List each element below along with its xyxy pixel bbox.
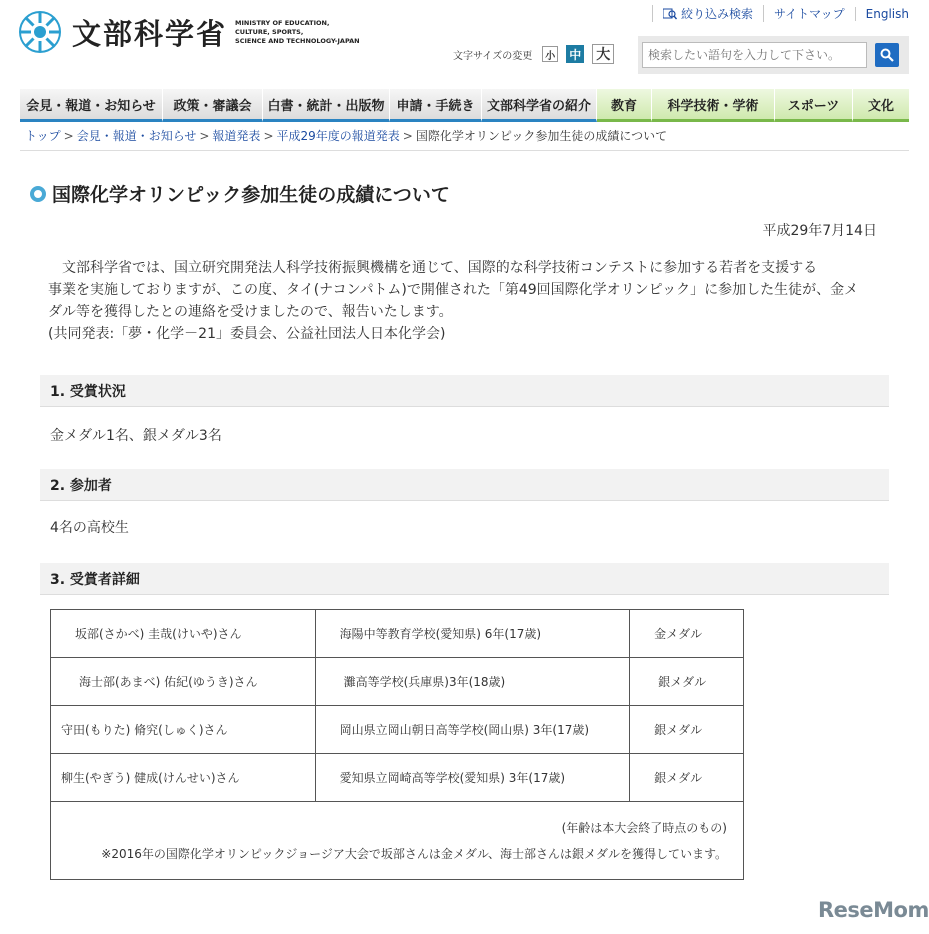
winner-name: 守田(もりた) 脩究(しゅく)さん <box>51 706 316 754</box>
search-small-icon <box>663 8 677 20</box>
nav-item-press[interactable]: 会見・報道・お知らせ <box>20 89 163 122</box>
winner-name: 海士部(あまべ) 佑紀(ゆうき)さん <box>51 658 316 706</box>
global-nav <box>20 89 909 122</box>
winner-medal: 銀メダル <box>630 706 744 754</box>
winner-school: 岡山県立岡山朝日高等学校(岡山県) 3年(17歳) <box>315 706 630 754</box>
font-size-large-button[interactable]: 大 <box>592 44 614 64</box>
winner-school: 海陽中等教育学校(愛知県) 6年(17歳) <box>315 610 630 658</box>
search-button[interactable] <box>875 43 899 67</box>
nav-item-sports[interactable]: スポーツ <box>775 89 853 122</box>
winner-medal: 銀メダル <box>630 658 744 706</box>
resemom-watermark: ReseMom <box>818 898 929 922</box>
section-text-participants: 4名の高校生 <box>50 520 129 536</box>
winner-school: 愛知県立岡崎高等学校(愛知県) 3年(17歳) <box>315 754 630 802</box>
table-row <box>51 706 744 754</box>
table-row <box>51 754 744 802</box>
nav-item-about[interactable]: 文部科学省の紹介 <box>482 89 597 122</box>
breadcrumb-current: 国際化学オリンピック参加生徒の成績について <box>415 129 668 143</box>
nav-item-culture[interactable]: 文化 <box>853 89 909 122</box>
section-heading-details: 3. 受賞者詳細 <box>40 563 889 595</box>
section-heading-awards: 1. 受賞状況 <box>40 375 889 407</box>
search-input[interactable] <box>642 42 867 68</box>
winner-medal: 金メダル <box>630 610 744 658</box>
page-title: 国際化学オリンピック参加生徒の成績について <box>30 180 450 207</box>
breadcrumb-h29[interactable]: 平成29年度の報道発表 <box>276 129 400 143</box>
breadcrumb-top[interactable]: トップ <box>25 129 61 143</box>
breadcrumb-press[interactable]: 会見・報道・お知らせ <box>76 129 197 143</box>
award-table <box>50 609 744 880</box>
advanced-search-link[interactable]: 絞り込み検索 <box>652 5 763 22</box>
previous-result-note: ※2016年の国際化学オリンピックジョージア大会で坂部さんは金メダル、海士部さんは銀メダルを獲得しています。 <box>101 846 727 861</box>
nav-item-policy[interactable]: 政策・審議会 <box>163 89 263 122</box>
winner-name: 柳生(やぎう) 健成(けんせい)さん <box>51 754 316 802</box>
table-row <box>51 610 744 658</box>
sitemap-link[interactable]: サイトマップ <box>763 5 855 22</box>
breadcrumb: トップ > 会見・報道・お知らせ > 報道発表 > 平成29年度の報道発表 > 国際化学オリンピック参加生徒の成績について <box>25 129 668 143</box>
search-icon <box>880 48 894 62</box>
table-footer-row <box>51 802 744 880</box>
nav-item-education[interactable]: 教育 <box>597 89 652 122</box>
nav-item-whitepaper[interactable]: 白書・統計・出版物 <box>263 89 390 122</box>
logo-text-en: MINISTRY OF EDUCATION, CULTURE, SPORTS, SCIENCE AND TECHNOLOGY-JAPAN <box>235 18 360 45</box>
section-heading-participants: 2. 参加者 <box>40 469 889 501</box>
english-link[interactable]: English <box>855 7 909 21</box>
logo-text-jp: 文部科学省 <box>72 16 228 51</box>
search-box <box>638 36 909 74</box>
winner-name: 坂部(さかべ) 圭哉(けいや)さん <box>51 610 316 658</box>
mext-logo-icon <box>18 10 62 54</box>
table-row <box>51 658 744 706</box>
font-size-small-button[interactable]: 小 <box>542 46 558 62</box>
font-size-medium-button[interactable]: 中 <box>566 45 584 63</box>
age-note: (年齢は本大会終了時点のもの) <box>561 820 727 835</box>
section-text-awards: 金メダル1名、銀メダル3名 <box>50 428 222 444</box>
nav-item-science[interactable]: 科学技術・学術 <box>652 89 775 122</box>
divider <box>20 150 909 151</box>
font-size-switcher: 文字サイズの変更 小 中 大 <box>453 44 622 64</box>
nav-item-application[interactable]: 申請・手続き <box>390 89 482 122</box>
lead-paragraph: 文部科学省では、国立研究開発法人科学技術振興機構を通じて、国際的な科学技術コンテストに参加する若者を支援する 事業を実施しておりますが、この度、タイ(ナコンパトム)で開催された「第49回国際化学オリンピック」に参加した生徒が、金メ ダル等を獲得したとの連絡を受けましたので、報告いたします。 (共同発表:「夢・化学－21」委員会、公益社団法人日本化学会) <box>48 260 859 342</box>
table-notes <box>51 802 744 880</box>
publish-date: 平成29年7月14日 <box>762 223 877 239</box>
winner-school: 灘高等学校(兵庫県)3年(18歳) <box>315 658 630 706</box>
winner-medal: 銀メダル <box>630 754 744 802</box>
breadcrumb-release[interactable]: 報道発表 <box>212 129 261 143</box>
title-bullet-icon <box>30 186 46 202</box>
site-logo[interactable] <box>18 10 360 54</box>
utility-links <box>652 5 909 22</box>
